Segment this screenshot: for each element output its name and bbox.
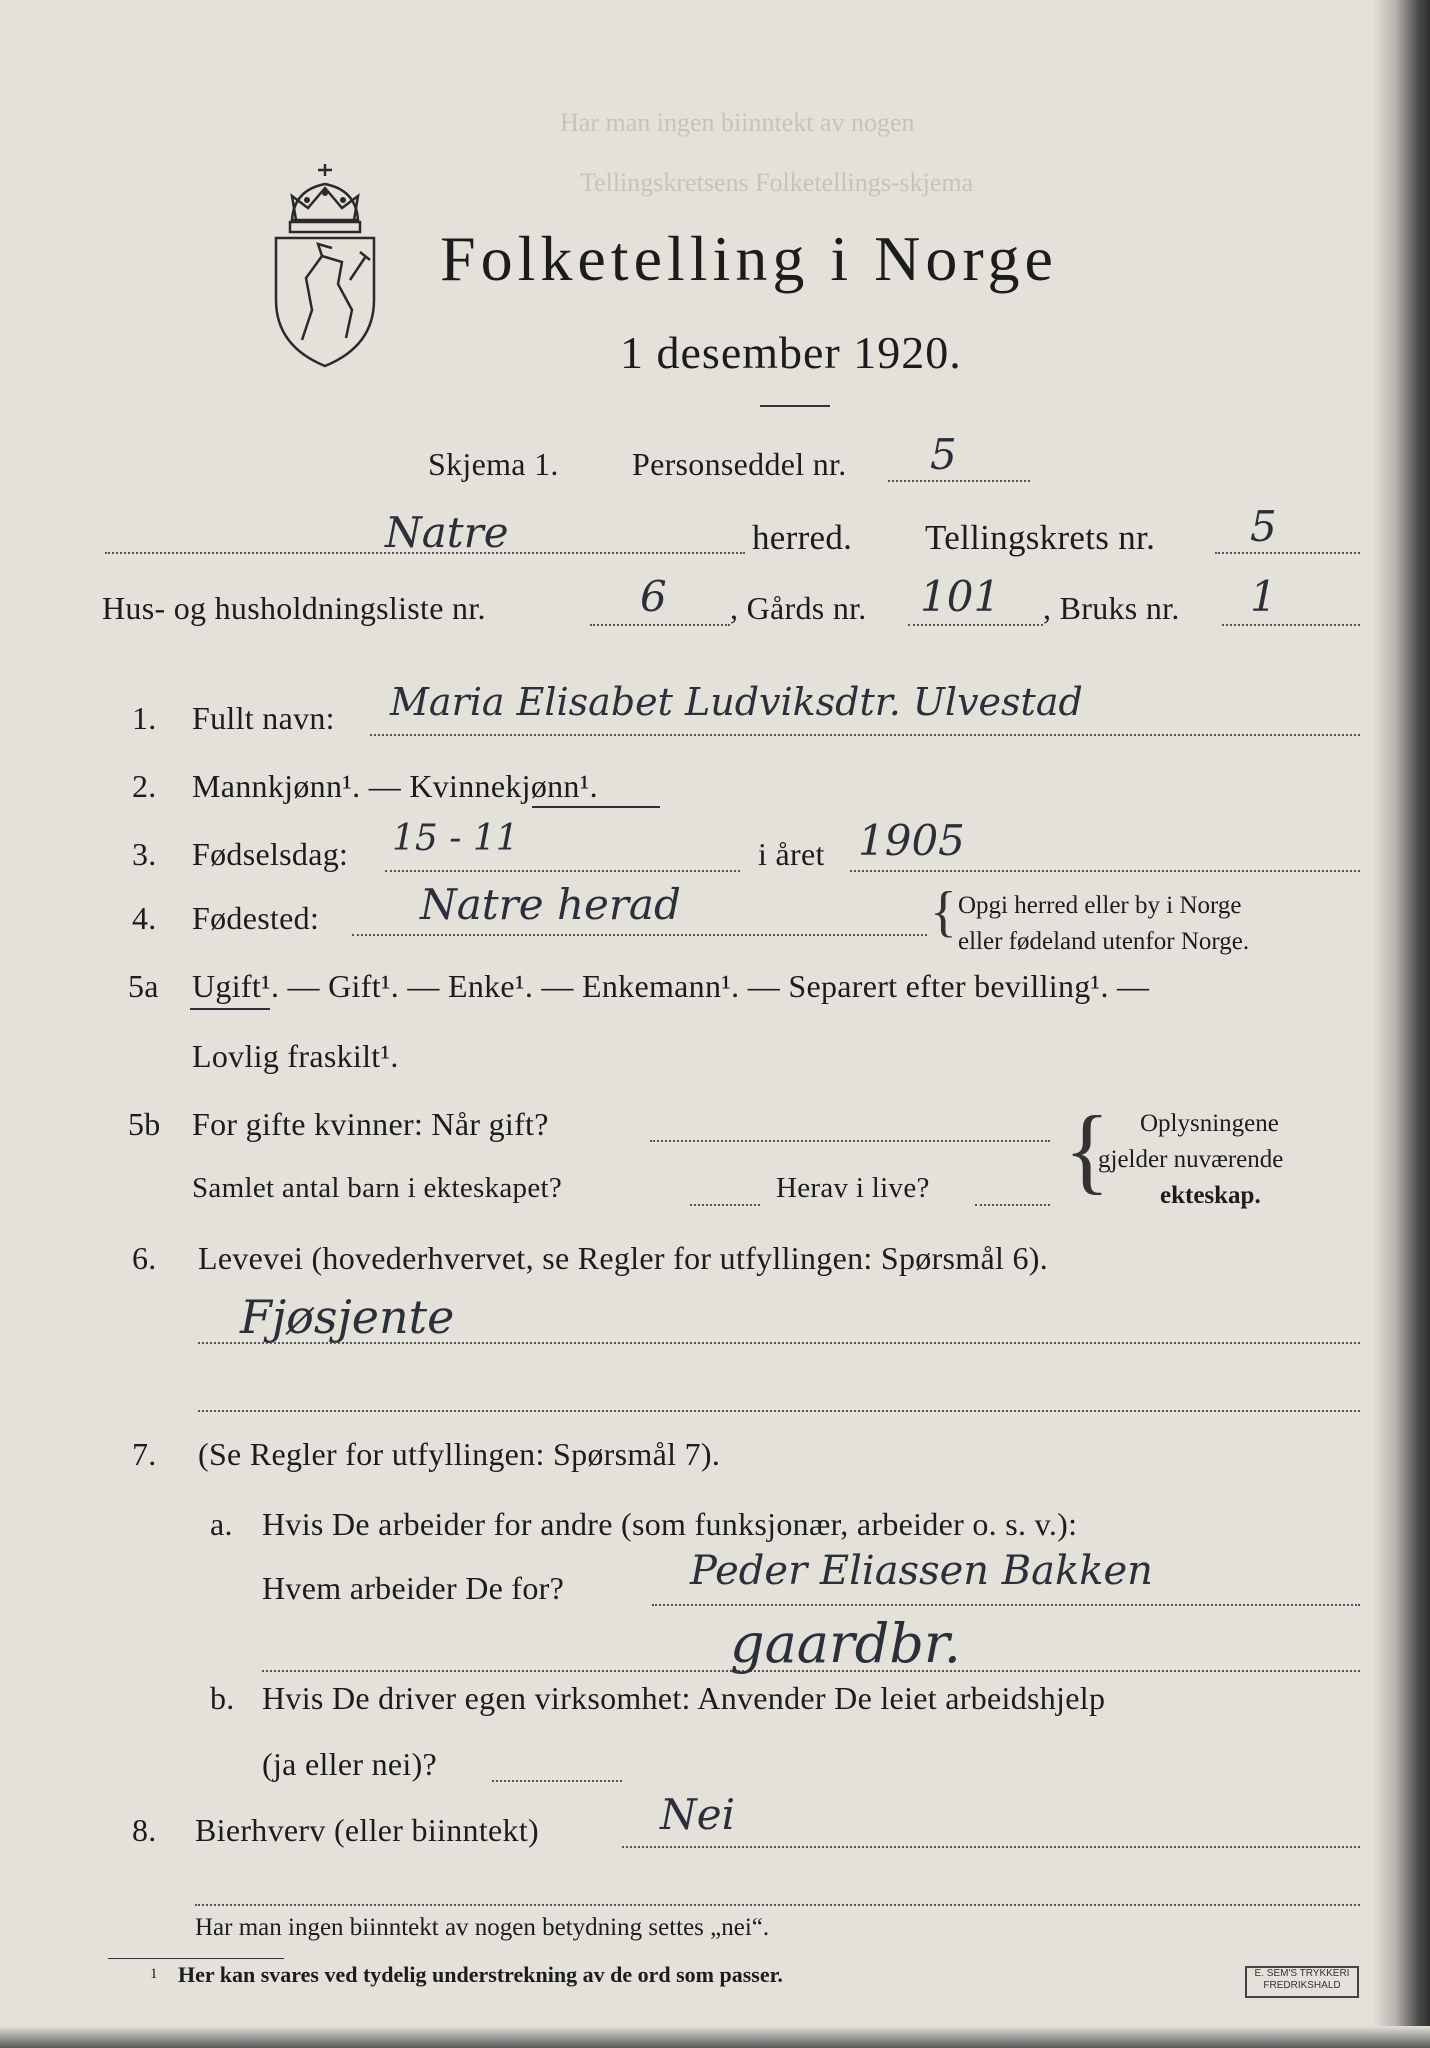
q3-year-line [850, 870, 1360, 872]
q3-date-line [385, 870, 740, 872]
q5a-number: 5a [128, 968, 159, 1004]
personseddel-line [888, 480, 1030, 482]
q7b-line1: Hvis De driver egen virksomhet: Anvender De leiet arbeidshjelp [262, 1680, 1106, 1716]
bruks-value: 1 [1250, 572, 1277, 621]
form-title: Folketelling i Norge [440, 223, 1058, 294]
q5b-number: 5b [128, 1106, 161, 1142]
tellingskrets-label: Tellingskrets nr. [925, 518, 1156, 557]
q7b-line [492, 1780, 622, 1782]
personseddel-label: Personseddel nr. [632, 446, 847, 482]
q6-line-2 [198, 1410, 1360, 1412]
q1-line [370, 734, 1360, 736]
gards-line [908, 624, 1043, 626]
q7a-line1: Hvis De arbeider for andre (som funksjonær, arbeider o. s. v.): [262, 1506, 1078, 1542]
personseddel-value: 5 [930, 430, 957, 479]
census-date: 1 desember 1920. [620, 327, 962, 378]
q4-value: Natre herad [420, 880, 681, 929]
gards-label: , Gårds nr. [730, 590, 867, 626]
q1-number: 1. [132, 700, 157, 736]
q3-number: 3. [132, 836, 157, 872]
q5b-married-line [650, 1140, 1050, 1142]
printer-stamp: E. SEM'S TRYKKERI FREDRIKSHALD [1245, 1966, 1359, 1998]
q5b-note-1: Oplysningene [1140, 1110, 1279, 1137]
show-through-text: Har man ingen biinntekt av nogen [560, 108, 915, 137]
q4-number: 4. [132, 900, 157, 936]
footnote-text: Her kan svares ved tydelig understrekning av de ord som passer. [178, 1962, 783, 1987]
q7a-letter: a. [210, 1506, 233, 1542]
q4-note-2: eller fødeland utenfor Norge. [958, 928, 1250, 955]
q5a-underline [190, 1008, 270, 1010]
skjema-label: Skjema 1. [428, 446, 559, 482]
q5b-line2b: Herav i live? [776, 1172, 930, 1204]
page-edge-shadow [1372, 0, 1430, 2048]
q3-value: 15 - 11 [392, 818, 519, 859]
q5b-brace: { [1064, 1096, 1111, 1203]
gards-value: 101 [920, 572, 1001, 621]
q3-label: Fødselsdag: [192, 836, 349, 872]
q3-year-value: 1905 [858, 816, 965, 865]
q5b-line2a: Samlet antal barn i ekteskapet? [192, 1172, 563, 1204]
q7-number: 7. [132, 1436, 157, 1472]
q8-value: Nei [660, 1790, 736, 1839]
bruks-line [1222, 624, 1360, 626]
q6-line-1 [198, 1342, 1360, 1344]
q8-number: 8. [132, 1812, 157, 1848]
q3-year-label: i året [758, 836, 825, 872]
q5b-line1: For gifte kvinner: Når gift? [192, 1106, 549, 1142]
q4-line [352, 934, 927, 936]
q8-line-1 [622, 1846, 1360, 1848]
q5a-line1: Ugift¹. — Gift¹. — Enke¹. — Enkemann¹. — Separert efter bevilling¹. — [192, 968, 1150, 1004]
husliste-value: 6 [640, 572, 667, 621]
q7b-line2: (ja eller nei)? [262, 1746, 438, 1782]
q7b-letter: b. [210, 1680, 235, 1716]
q2-underline [532, 806, 660, 808]
q4-note-1: Opgi herred eller by i Norge [958, 892, 1242, 919]
q1-value: Maria Elisabet Ludviksdtr. Ulvestad [390, 680, 1083, 724]
husliste-label: Hus- og husholdningsliste nr. [102, 590, 486, 626]
q6-number: 6. [132, 1240, 157, 1276]
q8-label: Bierhverv (eller biinntekt) [195, 1812, 539, 1848]
herred-value: Natre [385, 508, 509, 557]
husliste-line [590, 624, 730, 626]
q7a-line2: Hvem arbeider De for? [262, 1570, 565, 1606]
q5b-children-line [690, 1204, 760, 1206]
q1-label: Fullt navn: [192, 700, 335, 736]
tellingskrets-value: 5 [1250, 502, 1277, 551]
q4-label: Fødested: [192, 900, 320, 936]
q6-label: Levevei (hovederhvervet, se Regler for utfyllingen: Spørsmål 6). [198, 1240, 1049, 1276]
norwegian-coat-of-arms-icon [262, 160, 388, 370]
q5b-alive-line [975, 1204, 1050, 1206]
title-rule [760, 405, 830, 407]
q7-label: (Se Regler for utfyllingen: Spørsmål 7). [198, 1436, 721, 1472]
show-through-text: Tellingskretsens Folketellings-skjema [580, 168, 974, 197]
q2-label: Mannkjønn¹. — Kvinnekjønn¹. [192, 768, 598, 804]
q7a-value-2: gaardbr. [730, 1612, 961, 1675]
q8-line-2 [195, 1904, 1360, 1906]
q5a-line2: Lovlig fraskilt¹. [192, 1038, 399, 1074]
footer-note: Har man ingen biinntekt av nogen betydning settes „nei“. [195, 1914, 770, 1941]
q6-value: Fjøsjente [240, 1290, 455, 1344]
footnote-mark: 1 [150, 1966, 158, 1982]
footnote-rule [108, 1958, 284, 1959]
herred-label: herred. [752, 518, 853, 557]
tellingskrets-line [1215, 552, 1360, 554]
q7a-line-1 [652, 1604, 1360, 1606]
q5b-note-3: ekteskap. [1160, 1182, 1261, 1209]
q2-number: 2. [132, 768, 157, 804]
q7a-value-1: Peder Eliassen Bakken [690, 1548, 1153, 1594]
q5b-note-2: gjelder nuværende [1098, 1146, 1284, 1173]
q4-brace: { [930, 881, 957, 943]
page-bottom-shadow [0, 2026, 1430, 2048]
bruks-label: , Bruks nr. [1043, 590, 1180, 626]
